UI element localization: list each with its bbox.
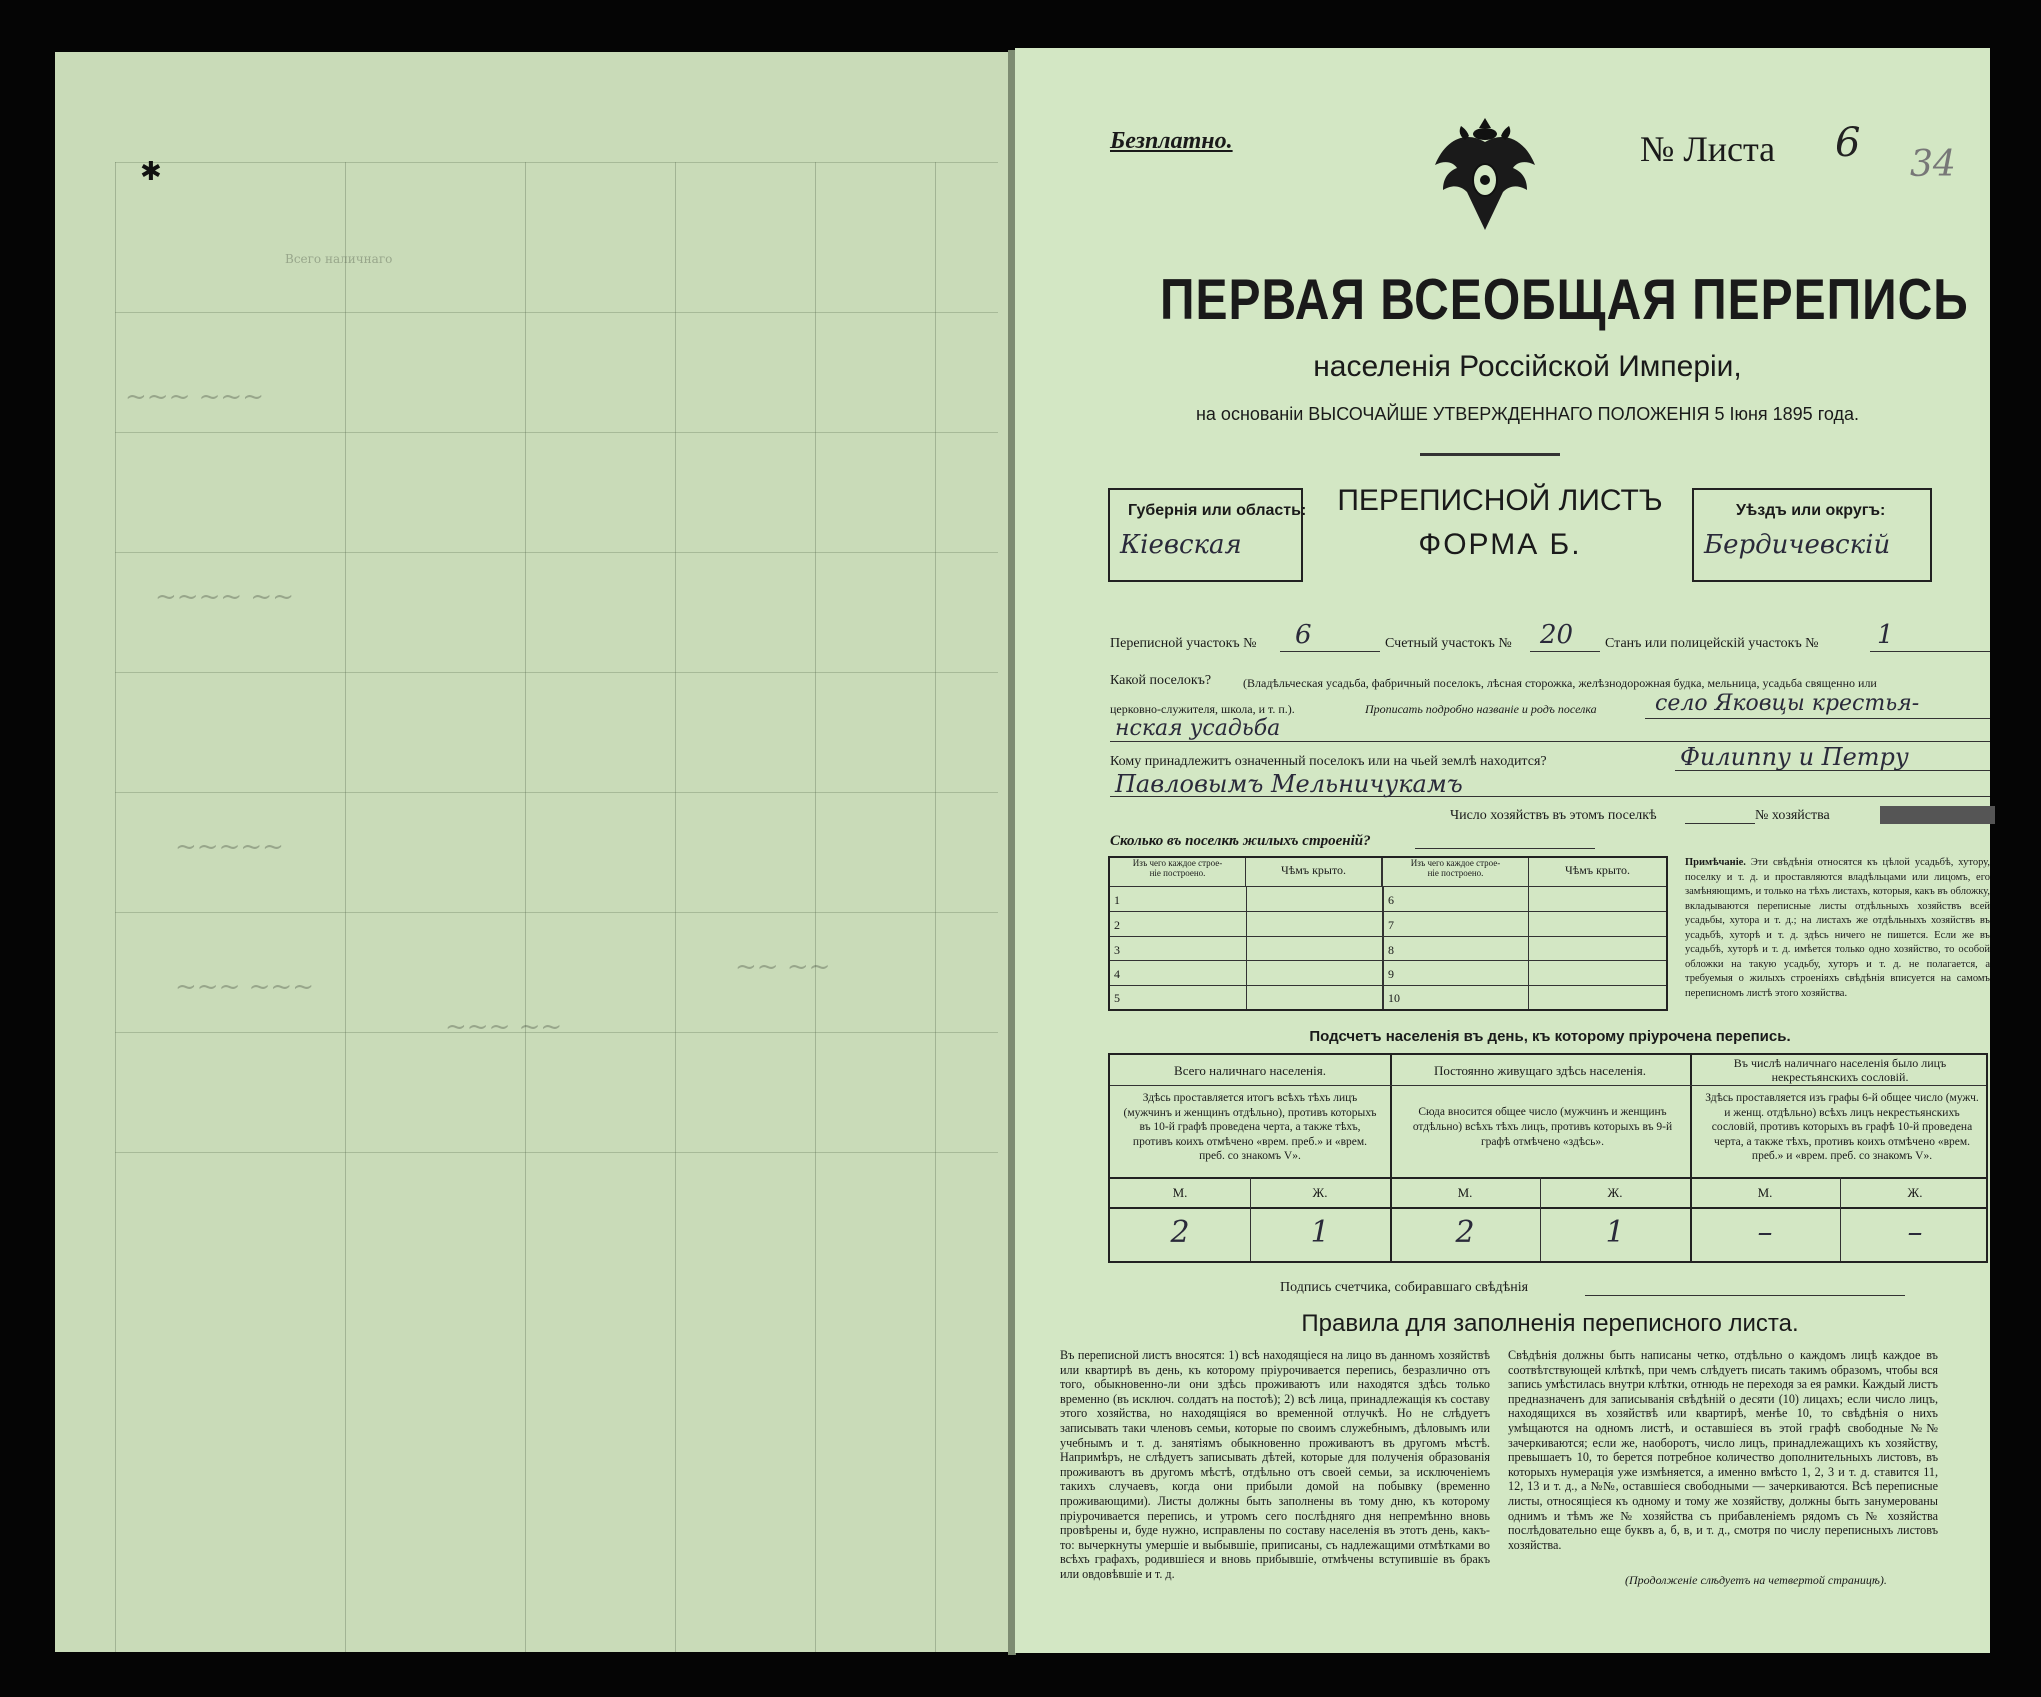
ruling-line: [115, 552, 998, 553]
ruling-line: [345, 162, 346, 1652]
counting-district-label: Счетный участокъ №: [1385, 636, 1512, 651]
permanent-male: 2: [1455, 1215, 1475, 1250]
owner-value-1: Филиппу и Петру: [1680, 743, 1909, 771]
ruling-line: [815, 162, 816, 1652]
female-header: Ж.: [1607, 1185, 1623, 1200]
settlement-hint-2: церковно-служителя, школа, и т. п.).: [1110, 702, 1295, 716]
underline: [1870, 651, 1990, 652]
settlement-value-1: село Яковцы крестья-: [1655, 691, 1920, 716]
row-rule: [1110, 1177, 1986, 1179]
legal-basis: на основаніи ВЫСОЧАЙШЕ УТВЕРЖДЕННАГО ПОЛОЖЕНІЯ 5 Іюня 1895 года.: [1195, 404, 1859, 424]
non-peasant-title: Въ числѣ наличнаго населенія было лицъ некрестьянскихъ сословій.: [1733, 1056, 1947, 1084]
form-title: ПЕРВАЯ ВСЕОБЩАЯ ПЕРЕПИСЬ: [1160, 268, 1969, 333]
gubernia-value: Кіевская: [1120, 530, 1242, 560]
row-number: 10: [1388, 991, 1400, 1005]
counting-district-value: 20: [1540, 620, 1574, 650]
census-district-value: 6: [1295, 620, 1312, 650]
ruling-line: [115, 792, 998, 793]
male-header: М.: [1172, 1185, 1188, 1200]
free-label: Безплатно.: [1110, 128, 1233, 154]
ruling-line: [115, 162, 998, 163]
row-number: 8: [1388, 943, 1394, 957]
household-number-label: № хозяйства: [1755, 808, 1830, 823]
bleed-through-handwriting: ~~~ ~~~: [175, 972, 314, 1002]
ink-mark: ✱: [140, 157, 162, 187]
male-header: М.: [1457, 1185, 1473, 1200]
sheet-title: ПЕРЕПИСНОЙ ЛИСТЪ: [1337, 484, 1663, 517]
sheet-number-value: 6: [1835, 120, 1861, 166]
row-number: 5: [1114, 991, 1120, 1005]
ruling-line: [935, 162, 936, 1652]
underline: [1110, 741, 1990, 742]
signature-line: [1585, 1295, 1905, 1296]
row-number: 1: [1114, 893, 1120, 907]
ruling-line: [675, 162, 676, 1652]
non-peasant-male: –: [1757, 1215, 1773, 1250]
census-district-label: Переписной участокъ №: [1110, 636, 1257, 651]
col-rule: [1528, 886, 1529, 1009]
rules-title: Правила для заполненія переписного листа.: [1301, 1310, 1799, 1337]
non-peasant-female: –: [1907, 1215, 1923, 1250]
total-present-male: 2: [1170, 1215, 1190, 1250]
ruling-line: [115, 432, 998, 433]
ruling-line: [115, 312, 998, 313]
signature-label: Подпись счетчика, собиравшаго свѣдѣнія: [1280, 1280, 1529, 1295]
left-page: [55, 52, 1010, 1652]
row-number: 4: [1114, 967, 1120, 981]
row-rule: [1110, 1085, 1986, 1086]
population-count-table: [1108, 1053, 1988, 1263]
sheet-number-label: № Листа: [1640, 129, 1776, 169]
row-number: 7: [1388, 918, 1394, 932]
rules-left-column: Въ переписной листъ вносятся: 1) всѣ находящіеся на лицо въ данномъ хозяйствѣ или квартирѣ въ день, къ которому пріурочивается перепись, безразлично отъ того, обыкновенно-ли они здѣсь проживаютъ или находятся здѣсь только временно (въ исключ. солдатъ на постоѣ); 2) всѣ лица, принадлежащія къ составу этого хозяйства, но находящіяся во временной отлучкѣ. Но не слѣдуетъ записывать таки членовъ семьи, которые по своимъ служебнымъ, дѣловымъ или учебнымъ и т. д. занятіямъ обыкновенно проживаютъ въ другомъ мѣстѣ. Напримѣръ, не слѣдуетъ записывать дѣтей, которые для полученія образованія проживаютъ въ другомъ мѣстѣ, отдѣльно отъ своей семьи, за исключеніемъ такихъ случаевъ, когда они прибыли домой на побывку (временно проживающими). Листы должны быть заполнены въ тому дню, къ которому пріурочивается перепись, и утромъ сего послѣдняго дня непремѣнно вновь провѣрены и, буде нужно, исправлены по составу населенія въ этотъ день, какъ-то: вычеркнуты умершіе и выбывшіе, приписаны, съ надлежащими отмѣтками во всѣхъ графахъ, родившіеся и вновь прибывшіе, отмѣчены вступившіе въ бракъ или овдовѣвшіе и т. д.: [1060, 1348, 1490, 1581]
form-name: ФОРМА Б.: [1418, 528, 1582, 561]
underline: [1415, 848, 1595, 849]
row-rule: [1110, 911, 1666, 912]
uezd-label: Уѣздъ или округъ:: [1736, 502, 1886, 519]
row-number: 9: [1388, 967, 1394, 981]
underline: [1685, 823, 1755, 824]
total-present-text: Здѣсь проставляется итогъ всѣхъ тѣхъ лицъ (мужчинъ и женщинъ отдѣльно), противъ которыхъ въ 10-й графѣ проведена черта, а также тѣхъ, противъ коихъ отмѣчено «врем. преб.» и «врем. преб. со знакомъ V».: [1123, 1092, 1377, 1162]
total-present-title: Всего наличнаго населенія.: [1174, 1063, 1326, 1078]
permanent-female: 1: [1605, 1215, 1625, 1250]
gubernia-label: Губернія или область:: [1128, 502, 1307, 519]
police-district-value: 1: [1877, 620, 1894, 650]
permanent-residents-text: Сюда вносится общее число (мужчинъ и женщинъ отдѣльно) всѣхъ тѣхъ лицъ, противъ которыхъ въ 9-й графѣ отмѣчено «здѣсь».: [1412, 1106, 1673, 1148]
col-material-header: Изъ чего каждое строе- ніе построено.: [1110, 858, 1246, 887]
rules-right-column: Свѣдѣнія должны быть написаны четко, отдѣльно о каждомъ лицѣ каждое въ соотвѣтствующей клѣткѣ, при чемъ слѣдуетъ писать такимъ образомъ, чтобы вся запись умѣстилась внутри клѣтки, отнюдь не переходя за ея рамки. Каждый листъ предназначенъ для записыванія свѣдѣній о десяти (10) лицахъ; если число лицъ, находящихся въ хозяйствѣ или квартирѣ, менѣе 10, то свѣдѣнія о нихъ умѣщаются на одномъ листѣ, и оставшіеся въ этой графѣ свободные №№ зачеркиваются; если же, наоборотъ, число лицъ, принадлежащихъ къ хозяйству, превышаетъ 10, то берется потребное количество дополнительныхъ листовъ, въ которыхъ нумерація уже измѣняется, а именно вмѣсто 1, 2, 3 и т. д. ставится 11, 12, 13 и т. д., а №№, оставшіеся свободными — зачеркиваются. Всѣ переписные листы, относящіеся къ одному и тому же хозяйству, должны быть занумерованы однимъ и тѣмъ же № хозяйства съ прибавленіемъ рядомъ съ № хозяйства послѣдовательно еще буквъ а, б, в, и т. д., смотря по числу переписныхъ листовъ хозяйства.: [1508, 1348, 1938, 1552]
bleed-through-handwriting: ~~~~ ~~: [155, 582, 294, 612]
settlement-hint: (Владѣльческая усадьба, фабричный поселокъ, лѣсная сторожка, желѣзнодорожная будка, мельница, усадьба священно или: [1243, 676, 1877, 690]
col-roof-header-2: Чѣмъ крыто.: [1529, 858, 1666, 887]
sheet-corner-number: 34: [1910, 144, 1956, 185]
form-subtitle: населенія Россійской Имперіи,: [1313, 350, 1742, 383]
bleed-through-handwriting: ~~~~~: [175, 832, 284, 862]
total-present-female: 1: [1310, 1215, 1330, 1250]
owner-value-2: Павловымъ Мельничукамъ: [1115, 770, 1463, 798]
census-form-page: [1015, 48, 1990, 1653]
households-label: Число хозяйствъ въ этомъ поселкѣ: [1450, 808, 1657, 823]
settlement-instruction: Прописать подробно названіе и родъ поселка: [1365, 702, 1597, 716]
buildings-table: [1108, 856, 1668, 1011]
ruling-line: [115, 1152, 998, 1153]
row-rule: [1110, 985, 1666, 986]
ruling-line: [525, 162, 526, 1652]
underline: [1280, 651, 1380, 652]
ruling-line: [115, 162, 116, 1652]
uezd-box: [1692, 488, 1932, 582]
police-district-label: Станъ или полицейскій участокъ №: [1605, 636, 1819, 651]
non-peasant-text: Здѣсь проставляется изъ графы 6-й общее число (мужч. и женщ. отдѣльно) всѣхъ лицъ некрестьянскихъ сословій, противъ которыхъ въ графѣ 10-й проведена черта, а также тѣхъ, противъ коихъ отмѣчено «врем. преб.» и «врем. преб. со знакомъ V».: [1705, 1092, 1979, 1162]
settlement-value-2: нская усадьба: [1115, 716, 1281, 741]
divider: [1420, 453, 1560, 456]
gubernia-box: [1108, 488, 1307, 582]
col-material-header-2: Изъ чего каждое строе- ніе построено.: [1383, 858, 1529, 887]
row-rule: [1110, 960, 1666, 961]
ruling-line: [115, 672, 998, 673]
col-rule: [1246, 886, 1247, 1009]
permanent-residents-title: Постоянно живущаго здѣсь населенія.: [1433, 1063, 1647, 1078]
ruling-line: [115, 912, 998, 913]
row-number: 3: [1114, 943, 1120, 957]
col-roof-header: Чѣмъ крыто.: [1246, 858, 1383, 887]
col-rule: [1382, 886, 1384, 1009]
female-header: Ж.: [1312, 1185, 1328, 1200]
male-header: М.: [1757, 1185, 1773, 1200]
note-text: Эти свѣдѣнія относятся къ цѣлой усадьбѣ, хутору, поселку и т. д. и проставляются владѣльцами или лицомъ, его замѣняющимъ, и только на тѣхъ листахъ, которыя, какъ въ обложку, вкладываются переписные листы отдѣльныхъ хозяйствъ всей усадьбы, хутора и т. д.; на листахъ же отдѣльныхъ хозяйствъ въ усадьбѣ, хуторѣ и т. д. здѣсь ничего не пишется. Если же въ усадьбѣ, хуторѣ и т. д. имѣется только одно хозяйство, то особой обложки на такую усадьбу, хуторъ и т. д. не полагается, а требуемыя о жилыхъ строеніяхъ свѣдѣнія вписуется на самомъ переписномъ листѣ этого хозяйства.: [1685, 857, 1991, 999]
row-rule: [1110, 936, 1666, 937]
row-rule: [1110, 1207, 1986, 1209]
bleed-through-text: Всего наличнаго: [285, 252, 393, 266]
underline: [1530, 651, 1600, 652]
bleed-through-handwriting: ~~~ ~~: [445, 1012, 563, 1042]
rules-continued: (Продолженіе слѣдуетъ на четвертой страницѣ).: [1625, 1573, 1887, 1587]
population-count-heading: Подсчетъ населенія въ день, къ которому пріурочена перепись.: [1309, 1028, 1791, 1045]
imperial-eagle-emblem: [1425, 110, 1545, 240]
note-title: Примѣчаніе.: [1685, 857, 1746, 868]
uezd-value: Бердичевскій: [1704, 530, 1891, 560]
row-number: 2: [1114, 918, 1120, 932]
underline: [1645, 718, 1990, 719]
bleed-through-handwriting: ~~ ~~: [735, 952, 831, 982]
settlement-label: Какой поселокъ?: [1110, 673, 1212, 688]
row-number: 6: [1388, 893, 1394, 907]
female-header: Ж.: [1907, 1185, 1923, 1200]
owner-label: Кому принадлежитъ означенный поселокъ или на чьей землѣ находится?: [1110, 754, 1547, 769]
household-number-redaction: [1880, 806, 1995, 824]
bleed-through-handwriting: ~~~ ~~~: [125, 382, 264, 412]
buildings-label: Сколько въ поселкѣ жилыхъ строеній?: [1110, 833, 1371, 849]
note-block: [1685, 856, 1990, 1001]
